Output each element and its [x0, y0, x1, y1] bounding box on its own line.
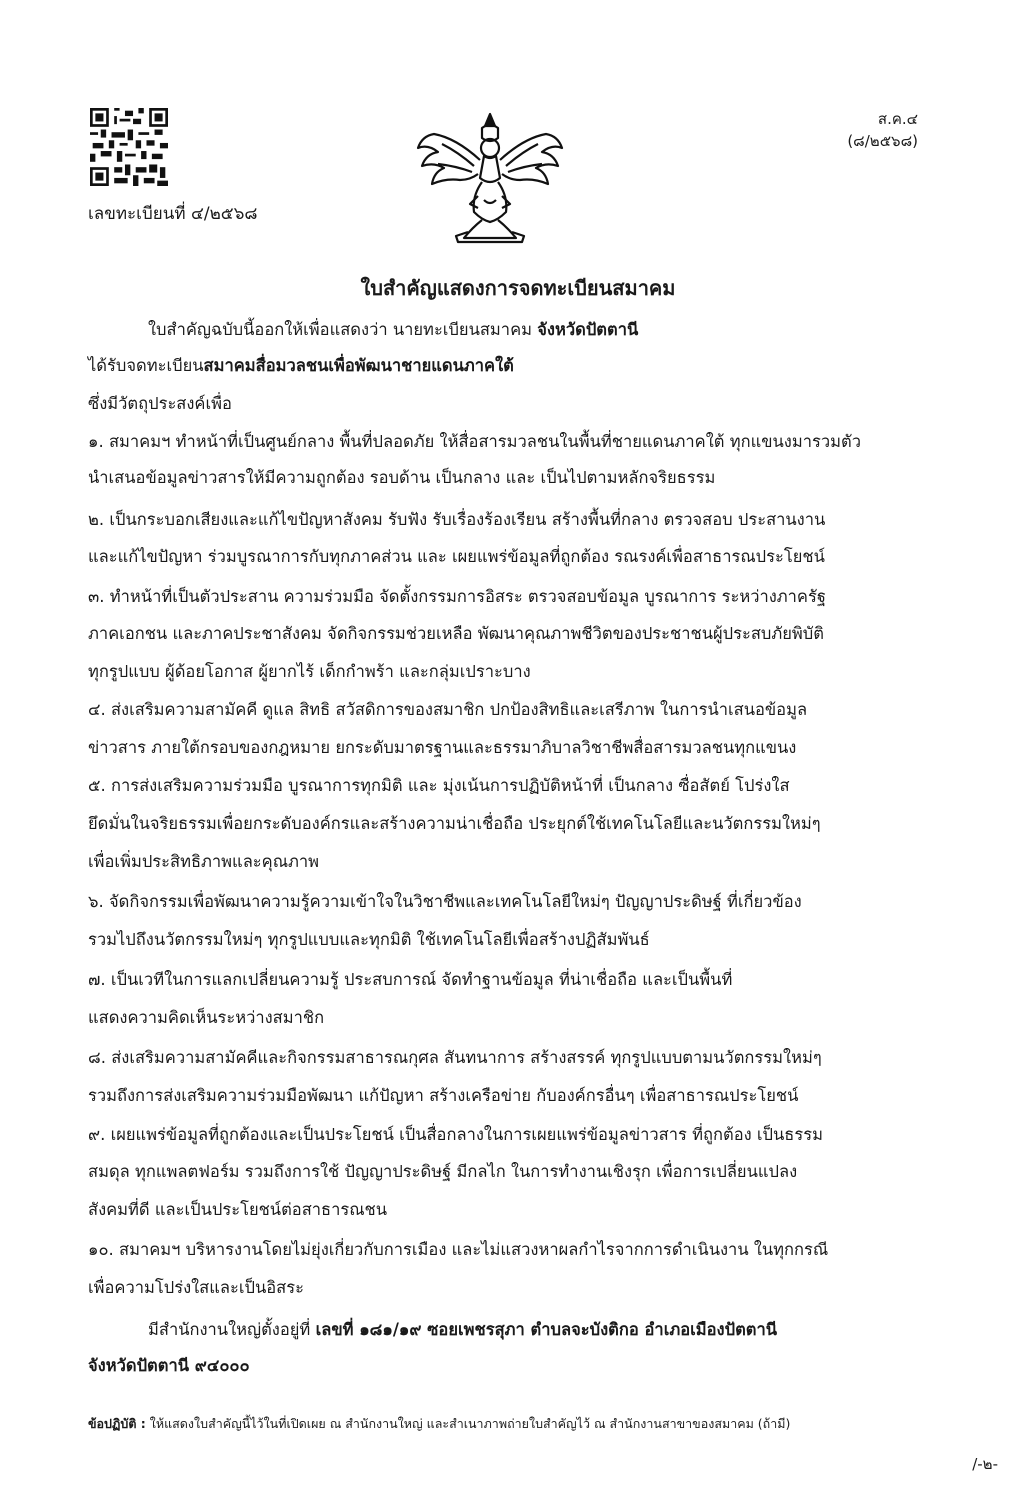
objective-line: เพื่อความโปร่งใสและเป็นอิสระ [88, 1278, 304, 1297]
qr-code-icon [90, 108, 168, 186]
objective-line: ๓. ทำหน้าที่เป็นตัวประสาน ความร่วมมือ จัดตั้งกรรมการอิสระ ตรวจสอบข้อมูล บูรณาการ ระหว่างภาครัฐ [88, 587, 826, 606]
objective-line: ๕. การส่งเสริมความร่วมมือ บูรณาการทุกมิติ และ มุ่งเน้นการปฏิบัติหน้าที่ เป็นกลาง ซื่อสัตย์ โปร่งใส [88, 776, 790, 795]
intro-line-1 [148, 318, 638, 342]
footnote-label: ข้อปฏิบัติ : [88, 1416, 146, 1431]
objective-line: ๙. เผยแพร่ข้อมูลที่ถูกต้องและเป็นประโยชน์ เป็นสื่อกลางในการเผยแพร่ข้อมูลข่าวสาร ที่ถูกต้อง เป็นธรรม [88, 1125, 823, 1144]
objective-line: รวมถึงการส่งเสริมความร่วมมือพัฒนา แก้ปัญหา สร้างเครือข่าย กับองค์กรอื่นๆ เพื่อสาธารณประโยชน์ [88, 1086, 799, 1105]
registered-prefix: ได้รับจดทะเบียน [88, 356, 204, 375]
objective-line: ทุกรูปแบบ ผู้ด้อยโอกาส ผู้ยากไร้ เด็กกำพร้า และกลุ่มเปราะบาง [88, 662, 531, 681]
office-line-1 [148, 1318, 777, 1342]
objective-line: ยึดมั่นในจริยธรรมเพื่อยกระดับองค์กรและสร้างความน่าเชื่อถือ ประยุกต์ใช้เทคโนโลยีและนวัตกรรมใหม่ๆ [88, 814, 821, 833]
office-line-2: จังหวัดปัตตานี ๙๔๐๐๐ [88, 1356, 250, 1375]
objective-line: สมดุล ทุกแพลตฟอร์ม รวมถึงการใช้ ปัญญาประดิษฐ์ มีกลไก ในการทำงานเชิงรุก เพื่อการเปลี่ยนแปลง [88, 1162, 798, 1181]
page-continuation-marker: /-๒- [972, 1455, 998, 1473]
footnote [88, 1414, 790, 1434]
office-address: เลขที่ ๑๘๑/๑๙ ซอยเพชรสุภา ตำบลจะบังติกอ อำเภอเมืองปัตตานี [315, 1320, 778, 1339]
form-code: ส.ค.๔ [877, 110, 918, 128]
objective-line: สังคมที่ดี และเป็นประโยชน์ต่อสาธารณชน [88, 1200, 388, 1219]
intro-line-2 [88, 354, 514, 378]
office-prefix: มีสำนักงานใหญ่ตั้งอยู่ที่ [148, 1320, 311, 1339]
objective-line: ข่าวสาร ภายใต้กรอบของกฎหมาย ยกระดับมาตรฐานและธรรมาภิบาลวิชาชีพสื่อสารมวลชนทุกแขนง [88, 738, 797, 757]
registration-number: เลขทะเบียนที่ ๔/๒๕๖๘ [88, 204, 258, 224]
footnote-text: ให้แสดงใบสำคัญนี้ไว้ในที่เปิดเผย ณ สำนักงานใหญ่ และสำเนาภาพถ่ายใบสำคัญไว้ ณ สำนักงานสาขาของสมาคม (ถ้ามี) [149, 1416, 791, 1431]
form-version: (๘/๒๕๖๘) [847, 132, 918, 150]
objective-line: เพื่อเพิ่มประสิทธิภาพและคุณภาพ [88, 852, 320, 871]
objective-line: และแก้ไขปัญหา ร่วมบูรณาการกับทุกภาคส่วน และ เผยแพร่ข้อมูลที่ถูกต้อง รณรงค์เพื่อสาธารณประโยชน์ [88, 547, 825, 566]
objective-line: รวมไปถึงนวัตกรรมใหม่ๆ ทุกรูปแบบและทุกมิติ ใช้เทคโนโลยีเพื่อสร้างปฏิสัมพันธ์ [88, 930, 650, 949]
province-name: จังหวัดปัตตานี [537, 320, 639, 339]
objective-line: ๑๐. สมาคมฯ บริหารงานโดยไม่ยุ่งเกี่ยวกับการเมือง และไม่แสวงหาผลกำไรจากการดำเนินงาน ในทุกกรณี [88, 1240, 829, 1259]
objective-line: ๗. เป็นเวทีในการแลกเปลี่ยนความรู้ ประสบการณ์ จัดทำฐานข้อมูล ที่น่าเชื่อถือ และเป็นพื้นที่ [88, 970, 733, 989]
objective-line: แสดงความคิดเห็นระหว่างสมาชิก [88, 1008, 325, 1027]
objective-line: ภาคเอกชน และภาคประชาสังคม จัดกิจกรรมช่วยเหลือ พัฒนาคุณภาพชีวิตของประชาชนผู้ประสบภัยพิบัติ [88, 624, 824, 643]
objective-line: ๔. ส่งเสริมความสามัคคี ดูแล สิทธิ สวัสดิการของสมาชิก ปกป้องสิทธิและเสรีภาพ ในการนำเสนอข้อมูล [88, 700, 808, 719]
document-title: ใบสำคัญแสดงการจดทะเบียนสมาคม [360, 276, 676, 300]
form-code-block [847, 108, 918, 152]
objective-line: ๑. สมาคมฯ ทำหน้าที่เป็นศูนย์กลาง พื้นที่ปลอดภัย ให้สื่อสารมวลชนในพื้นที่ชายแดนภาคใต้ ทุกแขนงมารวมตัว [88, 432, 861, 451]
objective-line: ๘. ส่งเสริมความสามัคคีและกิจกรรมสาธารณกุศล สันทนาการ สร้างสรรค์ ทุกรูปแบบตามนวัตกรรมใหม่ๆ [88, 1048, 822, 1067]
association-name: สมาคมสื่อมวลชนเพื่อพัฒนาชายแดนภาคใต้ [203, 356, 514, 375]
objectives-label: ซึ่งมีวัตถุประสงค์เพื่อ [88, 394, 232, 413]
objective-line: นำเสนอข้อมูลข่าวสารให้มีความถูกต้อง รอบด้าน เป็นกลาง และ เป็นไปตามหลักจริยธรรม [88, 468, 716, 487]
objective-line: ๒. เป็นกระบอกเสียงและแก้ไขปัญหาสังคม รับฟัง รับเรื่องร้องเรียน สร้างพื้นที่กลาง ตรวจสอบ ประสานงาน [88, 510, 826, 529]
intro-prefix: ใบสำคัญฉบับนี้ออกให้เพื่อแสดงว่า นายทะเบียนสมาคม [148, 320, 532, 339]
objective-line: ๖. จัดกิจกรรมเพื่อพัฒนาความรู้ความเข้าใจในวิชาชีพและเทคโนโลยีใหม่ๆ ปัญญาประดิษฐ์ ที่เกี่ยวข้อง [88, 892, 802, 911]
garuda-emblem-icon [412, 108, 568, 246]
